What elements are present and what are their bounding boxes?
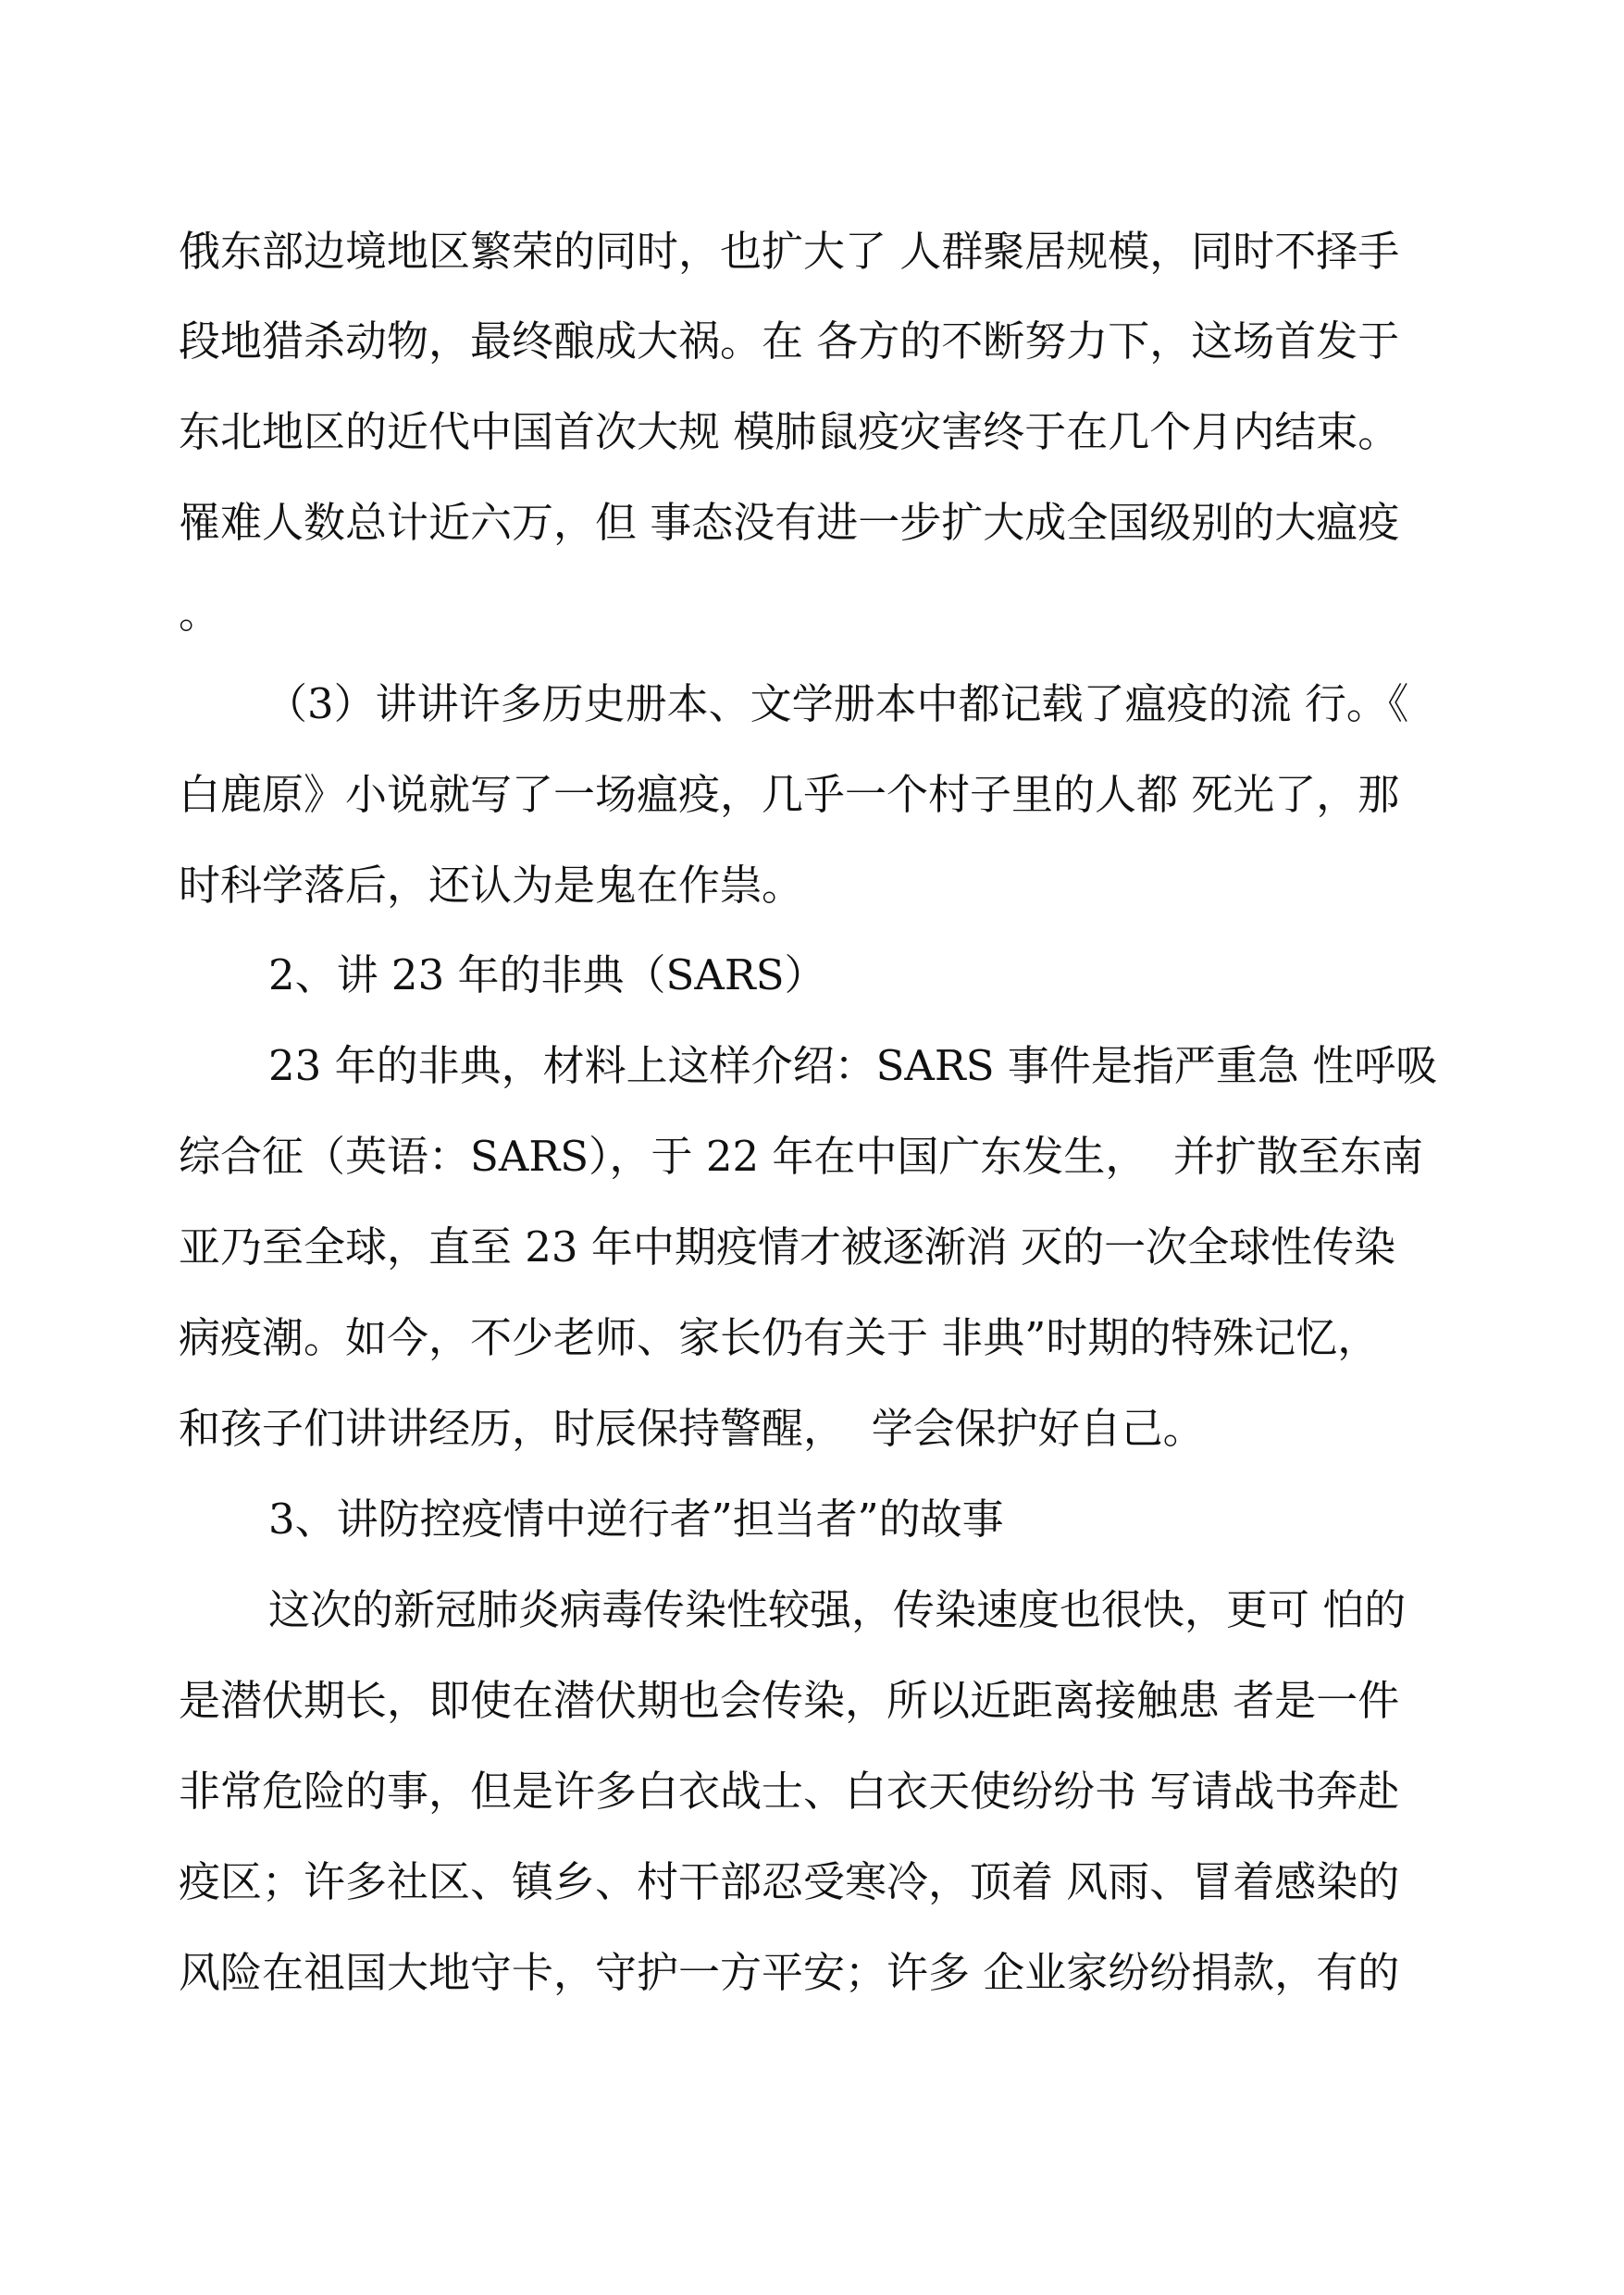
text-line: 综合征（英语：SARS），于 22 年在中国广东发生， 并扩散至东南 [179,1132,1424,1181]
text-line: 风险在祖国大地守卡，守护一方平安；许多 企业家纷纷捐款，有的 [179,1948,1400,1997]
text-line: 是潜伏期长，即使在潜伏期也会传染，所以近距离接触患 者是一件 [179,1676,1400,1725]
text-line: 东北地区的近代中国首次大规 模肺鼠疫灾害终于在几个月内结束。 [179,407,1400,456]
text-line: 罹难人数总计近六万，但 事态没有进一步扩大成全国级别的大瘟疫 [179,498,1400,547]
text-line: 白鹿原》小说就写了一场瘟疫，几乎一个村子里的人都 死光了，那 [179,770,1400,819]
text-line: （3）讲讲许多历史册本、文学册本中都记载了瘟疫的流 行。《 [266,679,1409,728]
text-line: 3、讲防控疫情中逆行者”担当者”的故事 [268,1495,1004,1544]
text-line: 病疫潮。如今，不少老师、家长仍有关于 非典”时期的特殊记忆， [179,1313,1380,1362]
text-line: 这次的新冠肺炎病毒传染性较强，传染速度也很快，更可 怕的 [268,1585,1407,1634]
text-line: 2、讲 23 年的非典（SARS） [268,950,826,999]
text-line: 疫区；许多社区、镇乡、村干部忍受寒冷，顶着 风雨、冒着感染的 [179,1857,1400,1906]
text-line: 段地猎杀动物，最终酿成大祸。在 各方的不断努力下，这场首发于 [179,316,1400,366]
text-line: 和孩子们讲讲经历，时辰保持警醒， 学会保护好自己。 [179,1404,1205,1453]
text-line: 时科学落后，还认为是鬼在作祟。 [179,861,804,910]
text-line: 俄东部边境地区繁荣的同时，也扩大了 人群聚居规模，同时不择手 [179,227,1400,276]
text-line: 亚乃至全球，直至 23 年中期疫情才被逐渐消 灭的一次全球性传染 [179,1222,1396,1272]
text-line: 23 年的非典，材料上这样介绍：SARS 事件是指严重急 性呼吸 [268,1041,1438,1090]
text-line: 。 [179,589,221,638]
text-line: 非常危险的事，但是许多白衣战士、白衣天使纷纷书 写请战书奔赴 [179,1767,1400,1816]
